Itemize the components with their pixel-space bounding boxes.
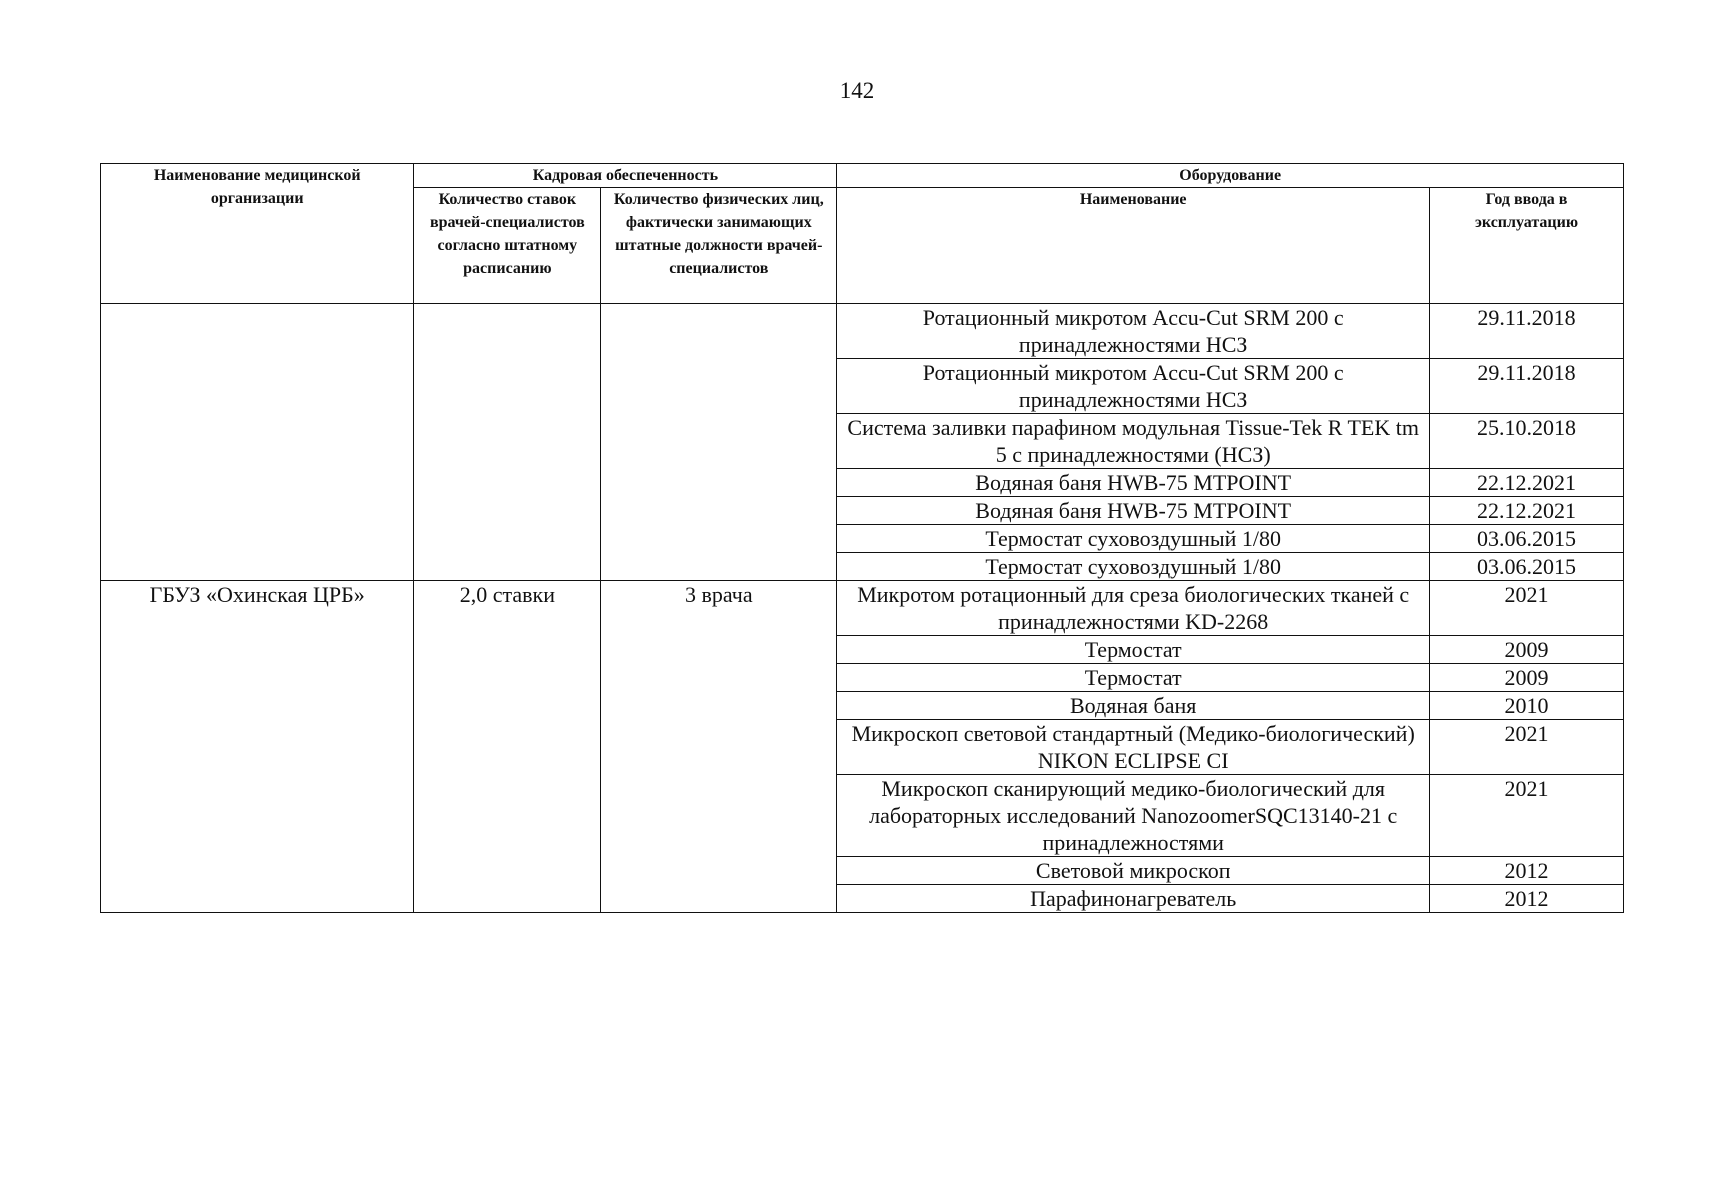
org-cell-empty: [101, 304, 414, 581]
equipment-name: Световой микроскоп: [837, 857, 1430, 885]
persons-cell-empty: [601, 304, 837, 581]
header-rates: Количество ставок врачей-специалистов согласно штатному расписанию: [414, 188, 601, 304]
table-row: [101, 581, 1624, 636]
equipment-name: Водяная баня HWB-75 MTPOINT: [837, 469, 1430, 497]
equipment-name: Система заливки парафином модульная Tissue-Tek R TEK tm 5 с принадлежностями (НСЗ): [837, 414, 1430, 469]
equipment-name: Водяная баня: [837, 692, 1430, 720]
equipment-year: 22.12.2021: [1430, 497, 1624, 525]
staff-rates: 2,0 ставки: [414, 581, 601, 913]
header-org: Наименование медицинской организации: [101, 164, 414, 304]
equipment-year: 29.11.2018: [1430, 359, 1624, 414]
equipment-year: 2021: [1430, 720, 1624, 775]
equipment-name: Микротом ротационный для среза биологических тканей с принадлежностями KD-2268: [837, 581, 1430, 636]
equipment-name: Микроскоп сканирующий медико-биологический для лабораторных исследований NanozoomerSQC13140-21 с принадлежностями: [837, 775, 1430, 857]
header-persons: Количество физических лиц, фактически занимающих штатные должности врачей-специалистов: [601, 188, 837, 304]
equipment-year: 2021: [1430, 775, 1624, 857]
equipment-year: 03.06.2015: [1430, 553, 1624, 581]
equipment-year: 29.11.2018: [1430, 304, 1624, 359]
rates-cell-empty: [414, 304, 601, 581]
equipment-name: Микроскоп световой стандартный (Медико-биологический) NIKON ECLIPSE CI: [837, 720, 1430, 775]
header-equip-name: Наименование: [837, 188, 1430, 304]
header-year: Год ввода в эксплуатацию: [1430, 188, 1624, 304]
table-row: [101, 304, 1624, 359]
equipment-year: 2009: [1430, 664, 1624, 692]
equipment-year: 2012: [1430, 885, 1624, 913]
equipment-name: Водяная баня HWB-75 MTPOINT: [837, 497, 1430, 525]
equipment-year: 2009: [1430, 636, 1624, 664]
equipment-name: Ротационный микротом Accu-Cut SRM 200 с принадлежностями НСЗ: [837, 304, 1430, 359]
equipment-year: 25.10.2018: [1430, 414, 1624, 469]
equipment-table: [100, 163, 1624, 913]
staff-persons: 3 врача: [601, 581, 837, 913]
header-staffing: Кадровая обеспеченность: [414, 164, 837, 188]
equipment-name: Ротационный микротом Accu-Cut SRM 200 с принадлежностями НСЗ: [837, 359, 1430, 414]
equipment-name: Термостат: [837, 664, 1430, 692]
equipment-year: 2021: [1430, 581, 1624, 636]
equipment-name: Термостат суховоздушный 1/80: [837, 525, 1430, 553]
equipment-name: Термостат суховоздушный 1/80: [837, 553, 1430, 581]
header-row-1: [101, 164, 1624, 188]
page-number: 142: [839, 78, 875, 103]
header-equipment: Оборудование: [837, 164, 1624, 188]
equipment-year: 2010: [1430, 692, 1624, 720]
equipment-name: Термостат: [837, 636, 1430, 664]
equipment-year: 22.12.2021: [1430, 469, 1624, 497]
org-name: ГБУЗ «Охинская ЦРБ»: [101, 581, 414, 913]
equipment-year: 03.06.2015: [1430, 525, 1624, 553]
equipment-name: Парафинонагреватель: [837, 885, 1430, 913]
equipment-year: 2012: [1430, 857, 1624, 885]
